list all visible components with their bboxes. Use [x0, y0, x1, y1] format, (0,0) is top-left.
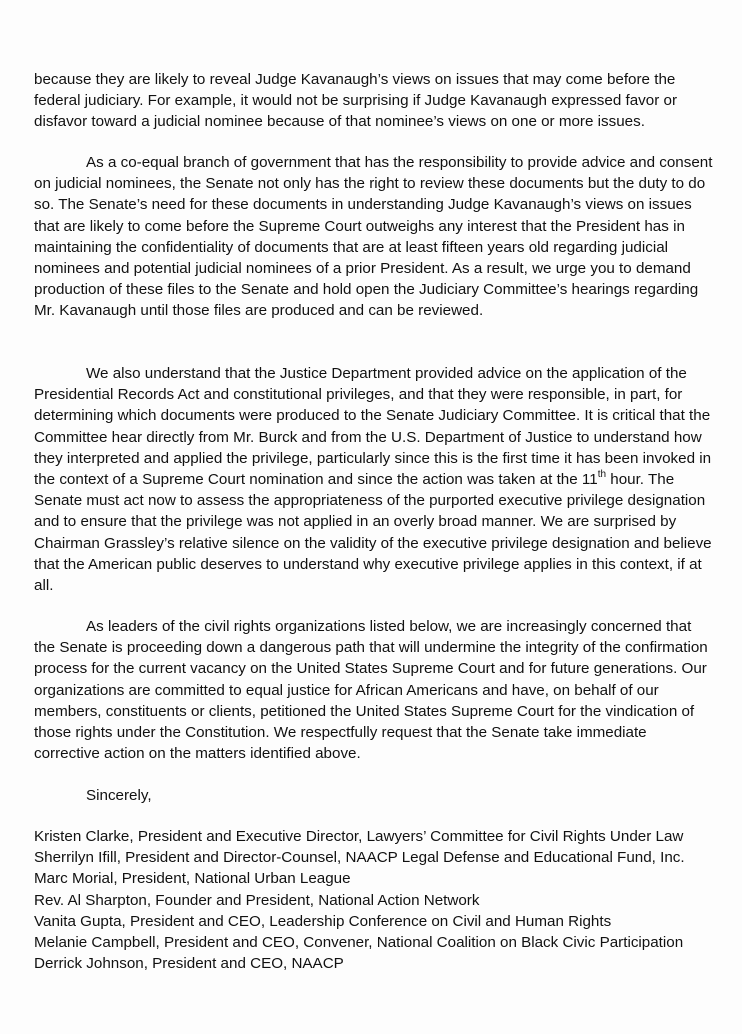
- signatory-line: Derrick Johnson, President and CEO, NAACP: [34, 955, 344, 973]
- ordinal-superscript: th: [597, 468, 607, 480]
- signatory-list: [34, 826, 714, 974]
- closing-salutation: Sincerely,: [86, 787, 152, 804]
- signatory-line: Kristen Clarke, President and Executive Director, Lawyers’ Committee for Civil Rights Under Law: [34, 828, 684, 845]
- signatory-line: Vanita Gupta, President and CEO, Leadership Conference on Civil and Human Rights: [34, 912, 612, 930]
- letter-paragraph-4: As leaders of the civil rights organizations listed below, we are increasingly concerned that the Senate is proceeding down a dangerous path that will undermine the integrity of the confirmation process for the current vacancy on the United States Supreme Court and for future generations. Our organizations are committed to equal justice for African Americans and have, on behalf of our members, constituents or clients, petitioned the United States Supreme Court for the vindication of those rights under the Constitution. We respectfully request that the Senate take immediate corrective action on the matters identified above.: [34, 618, 708, 763]
- paragraph-3-text-start: We also understand that the Justice Department provided advice on the application of the Presidential Records Act and constitutional privileges, and that they were responsible, in part, for determining which documents were produced to the Senate Judiciary Committee. It is critical that the Committee hear directly from Mr. Burck and from the U.S. Department of Justice to understand how they interpreted and applied the privilege, particularly since this is the first time it has been invoked in the context of a Supreme Court nomination and since the action was taken at the 11: [34, 365, 712, 489]
- signatory-line: Melanie Campbell, President and CEO, Convener, National Coalition on Black Civic Participation: [34, 934, 684, 952]
- signatory-line: Marc Morial, President, National Urban League: [34, 870, 351, 888]
- paragraph-3-text-end: hour. The Senate must act now to assess the appropriateness of the purported executive privilege designation and to ensure that the privilege was not applied in an overly broad manner. We are surprised by Chairman Grassley’s relative silence on the validity of the executive privilege designation and believe that the American public deserves to understand why executive privilege applies in this context, if at all.: [34, 471, 712, 595]
- signatory-line: Sherrilyn Ifill, President and Director-Counsel, NAACP Legal Defense and Educational Fund, Inc.: [34, 849, 685, 867]
- letter-paragraph-2: As a co-equal branch of government that has the responsibility to provide advice and consent on judicial nominees, the Senate not only has the right to review these documents but the duty to do so. The Senate’s need for these documents in understanding Judge Kavanaugh’s views on issues that are likely to come before the Supreme Court outweighs any interest that the President has in maintaining the confidentiality of documents that are at least fifteen years old regarding judicial nominees and potential judicial nominees of a prior President. As a result, we urge you to demand production of these files to the Senate and hold open the Judiciary Committee’s hearings regarding Mr. Kavanaugh until those files are produced and can be reviewed.: [34, 154, 713, 320]
- letter-paragraph-3: [34, 363, 714, 596]
- signatory-line: Rev. Al Sharpton, Founder and President, National Action Network: [34, 891, 480, 909]
- letter-paragraph-1: because they are likely to reveal Judge Kavanaugh’s views on issues that may come before the federal judiciary. For example, it would not be surprising if Judge Kavanaugh expressed favor or disfavor toward a judicial nominee because of that nominee’s views on one or more issues.: [34, 71, 677, 131]
